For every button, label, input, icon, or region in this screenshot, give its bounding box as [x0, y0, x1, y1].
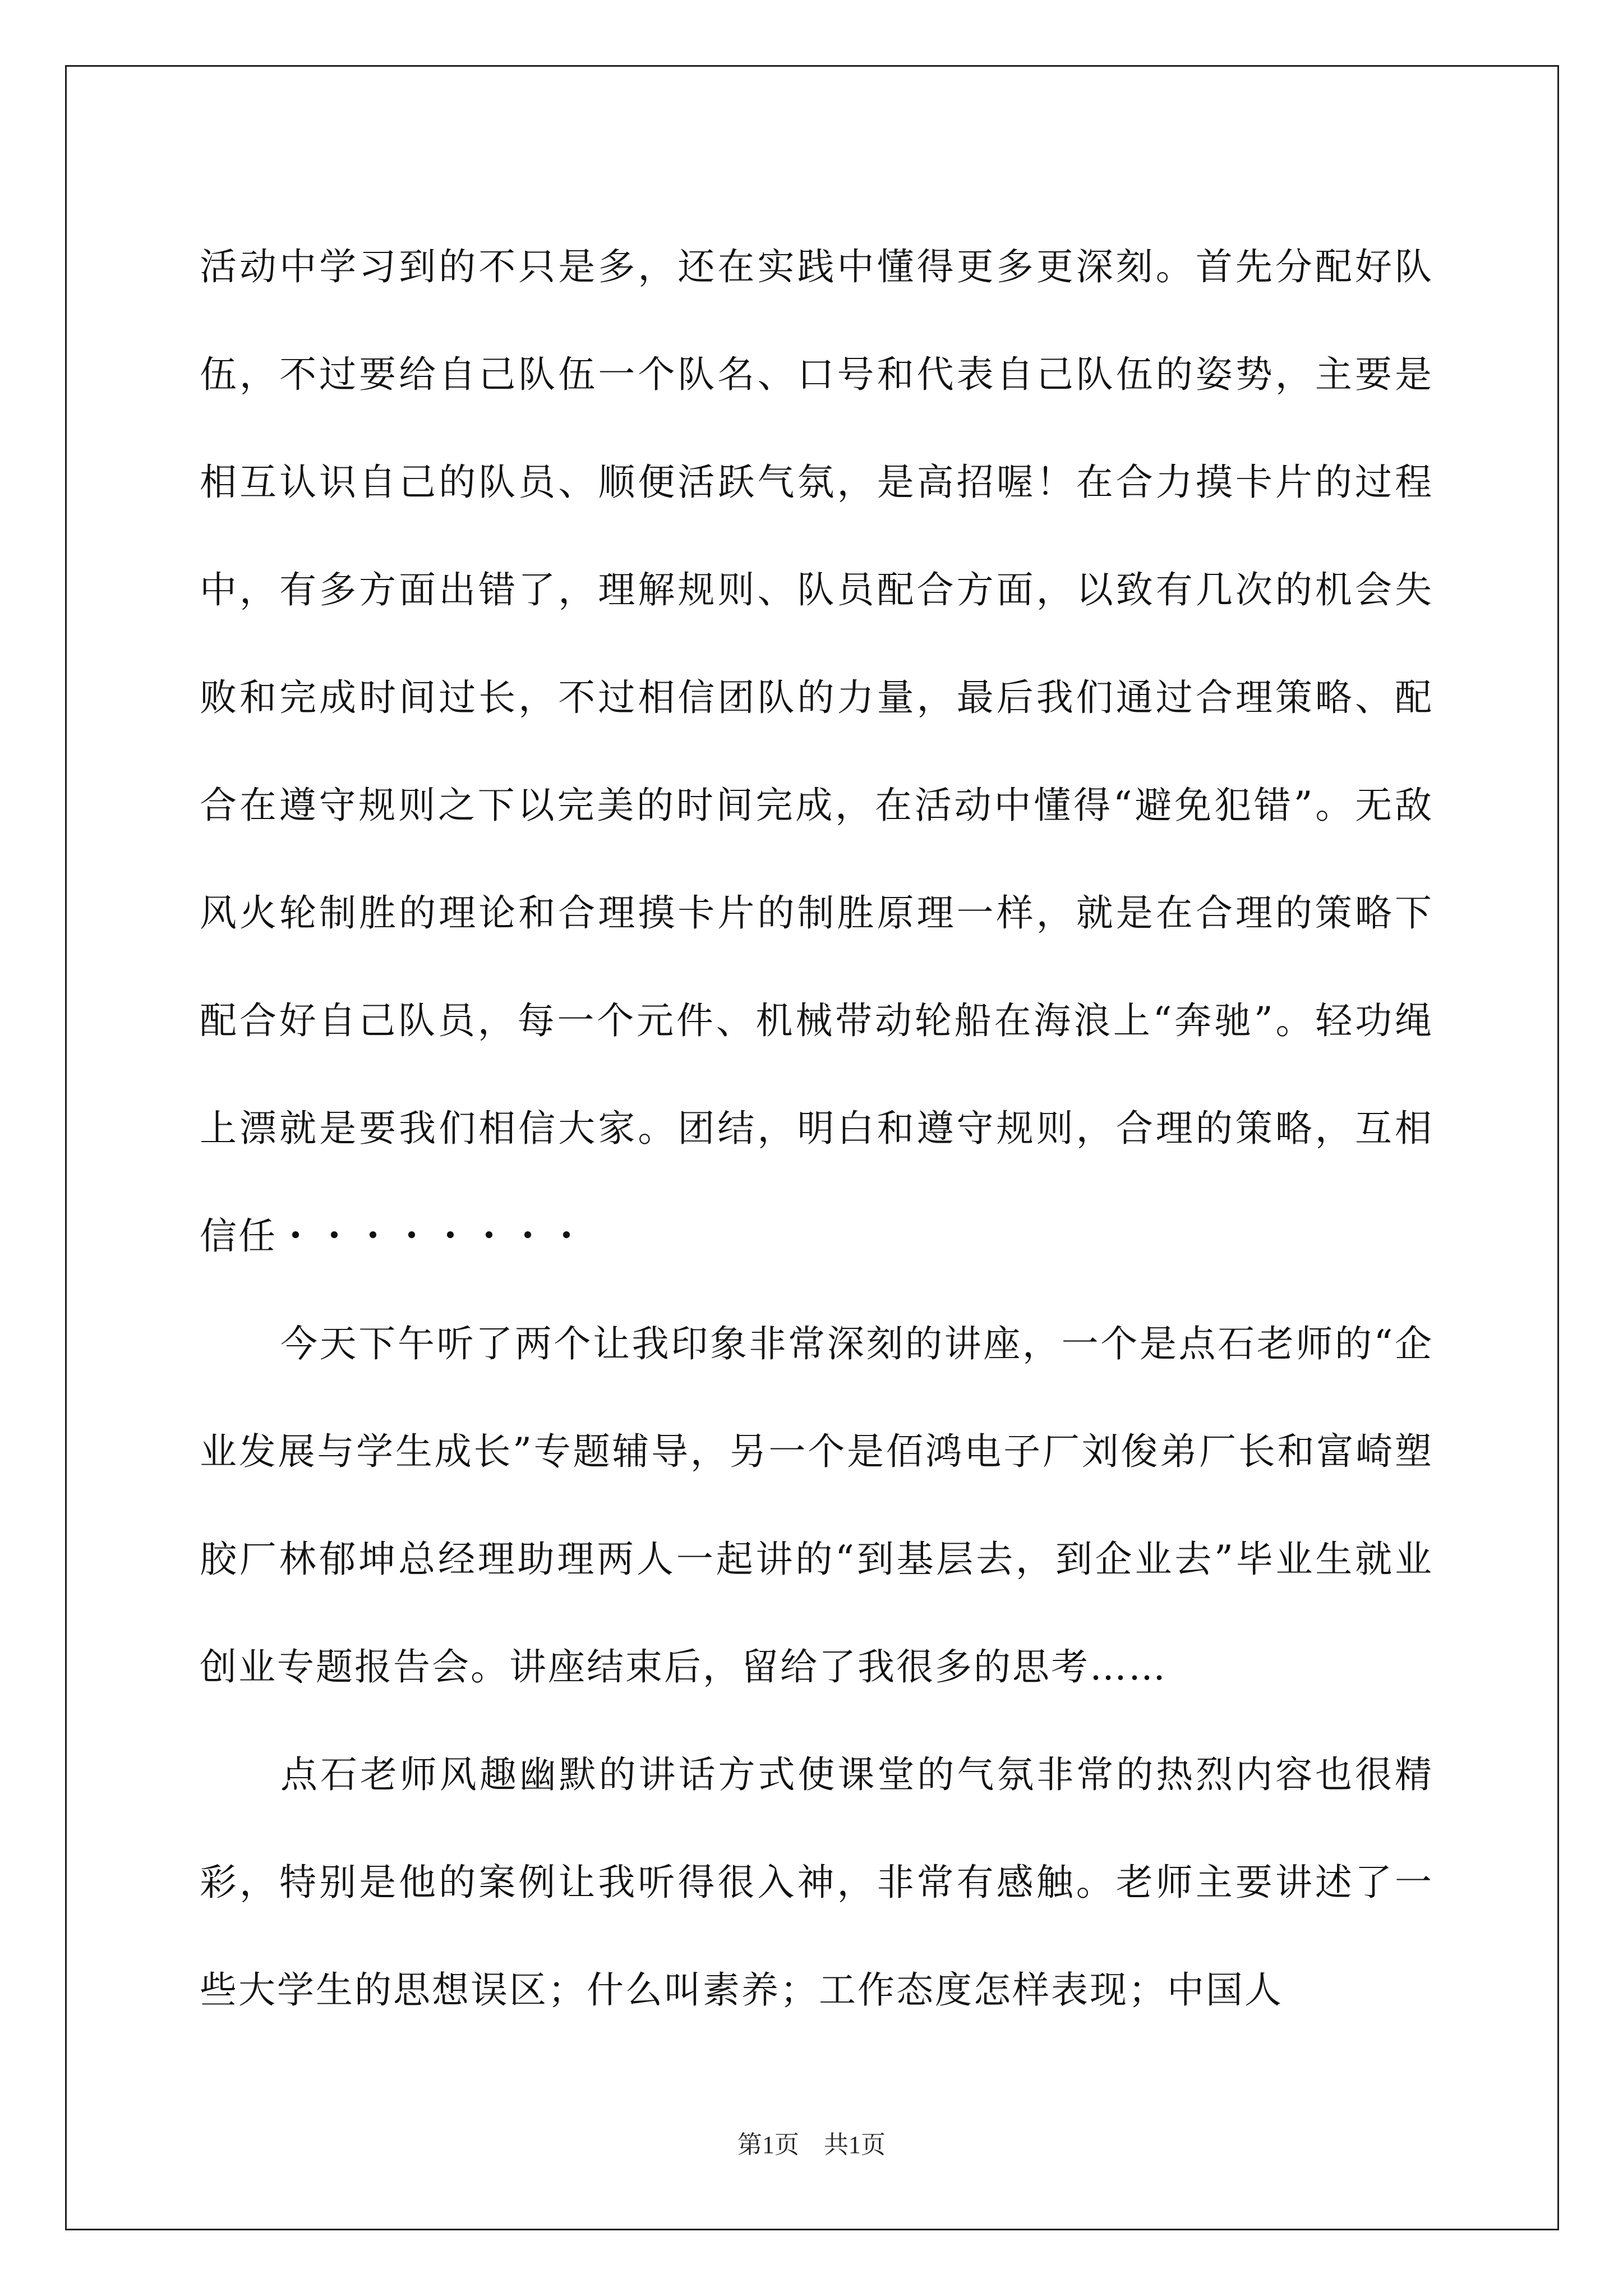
paragraph-3: 点石老师风趣幽默的讲话方式使课堂的气氛非常的热烈内容也很精彩，特别是他的案例让我听得很入神，非常有感触。老师主要讲述了一些大学生的思想误区；什么叫素养；工作态度怎样表现；中国人 [200, 1753, 1433, 2012]
document-body [200, 213, 1433, 2044]
paragraph-2: 今天下午听了两个让我印象非常深刻的讲座，一个是点石老师的“企业发展与学生成长”专题辅导，另一个是佰鸿电子厂刘俊弟厂长和富崎塑胶厂林郁坤总经理助理两人一起讲的“到基层去，到企业去”毕业生就业创业专题报告会。讲座结束后，留给了我很多的思考…… [200, 1322, 1433, 1688]
page-number-footer: 第1页 共1页 [737, 2131, 886, 2159]
paragraph-1: 活动中学习到的不只是多，还在实践中懂得更多更深刻。首先分配好队伍，不过要给自己队伍一个队名、口号和代表自己队伍的姿势，主要是相互认识自己的队员、顺便活跃气氛，是高招喔！在合力摸卡片的过程中，有多方面出错了，理解规则、队员配合方面，以致有几次的机会失败和完成时间过长，不过相信团队的力量，最后我们通过合理策略、配合在遵守规则之下以完美的时间完成，在活动中懂得“避免犯错”。无敌风火轮制胜的理论和合理摸卡片的制胜原理一样，就是在合理的策略下配合好自己队员，每一个元件、机械带动轮船在海浪上“奔驰”。轻功绳上漂就是要我们相信大家。团结，明白和遵守规则，合理的策略，互相信任・・・・・・・・ [200, 245, 1433, 1258]
